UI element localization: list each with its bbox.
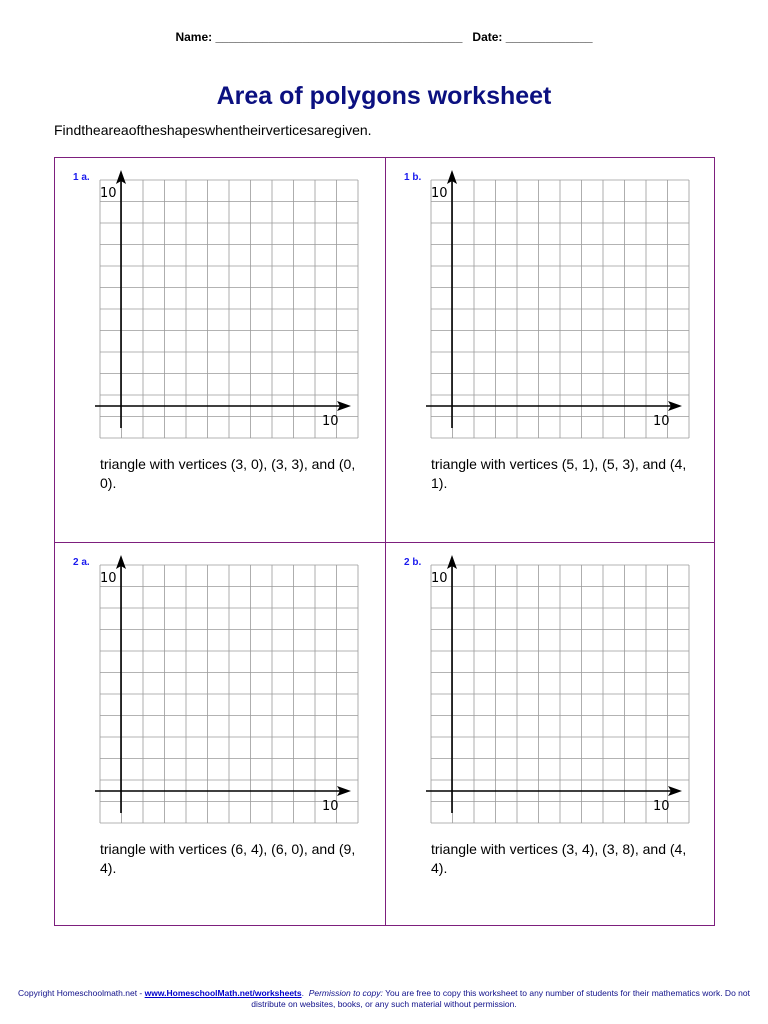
footer-copyright: Copyright Homeschoolmath.net -: [18, 988, 145, 998]
grid-lines: [100, 565, 358, 823]
coordinate-grid: [426, 555, 696, 825]
problem-text: triangle with vertices (3, 4), (3, 8), and (4, 4).: [431, 841, 687, 876]
name-date-line: [0, 30, 768, 44]
y-max-label: 10: [431, 186, 448, 201]
coordinate-grid: [426, 170, 696, 440]
date-label: Date:: [472, 30, 503, 44]
name-label: Name:: [175, 30, 213, 44]
problem-label: 2 a.: [73, 557, 90, 568]
problem-2a: [55, 542, 385, 926]
footer-permission-text: You are free to copy this worksheet to any number of students for their mathematics work. Do not distribute on websites, books, or any such material without permission.: [251, 988, 750, 1009]
problem-1b: [385, 158, 715, 542]
coordinate-grid: [95, 170, 365, 440]
instruction-text: Findtheareaoftheshapeswhentheirverticesaregiven.: [54, 122, 372, 138]
problem-1a: [55, 158, 385, 542]
x-max-label: 10: [322, 799, 339, 814]
problem-label: 2 b.: [404, 557, 422, 568]
y-max-label: 10: [431, 571, 448, 586]
problem-label: 1 b.: [404, 172, 422, 183]
problem-text: triangle with vertices (5, 1), (5, 3), and (4, 1).: [431, 456, 687, 491]
problem-text: triangle with vertices (6, 4), (6, 0), and (9, 4).: [100, 841, 356, 876]
grid-lines: [100, 180, 358, 438]
coordinate-grid: [95, 555, 365, 825]
x-max-label: 10: [322, 414, 339, 429]
footer-link[interactable]: www.HomeschoolMath.net/worksheets: [144, 988, 302, 998]
y-max-label: 10: [100, 571, 117, 586]
problem-text: triangle with vertices (3, 0), (3, 3), and (0, 0).: [100, 456, 356, 491]
footer-permission-label: Permission to copy:: [308, 988, 383, 998]
x-max-label: 10: [653, 414, 670, 429]
problems-grid: [54, 157, 715, 926]
grid-lines: [431, 565, 689, 823]
date-blank[interactable]: _____________: [505, 30, 593, 44]
page-title: Area of polygons worksheet: [216, 82, 552, 110]
x-max-label: 10: [653, 799, 670, 814]
footer: Copyright Homeschoolmath.net - www.HomeschoolMath.net/worksheets. Permission to copy: You are free to copy this worksheet to any number of students for their mathematics work. Do not distribute on websites, books, or any such material without permission.: [18, 988, 750, 1009]
grid-lines: [431, 180, 689, 438]
problem-label: 1 a.: [73, 172, 90, 183]
y-max-label: 10: [100, 186, 117, 201]
problem-2b: [385, 542, 715, 926]
name-blank[interactable]: _____________________________________: [215, 30, 463, 44]
